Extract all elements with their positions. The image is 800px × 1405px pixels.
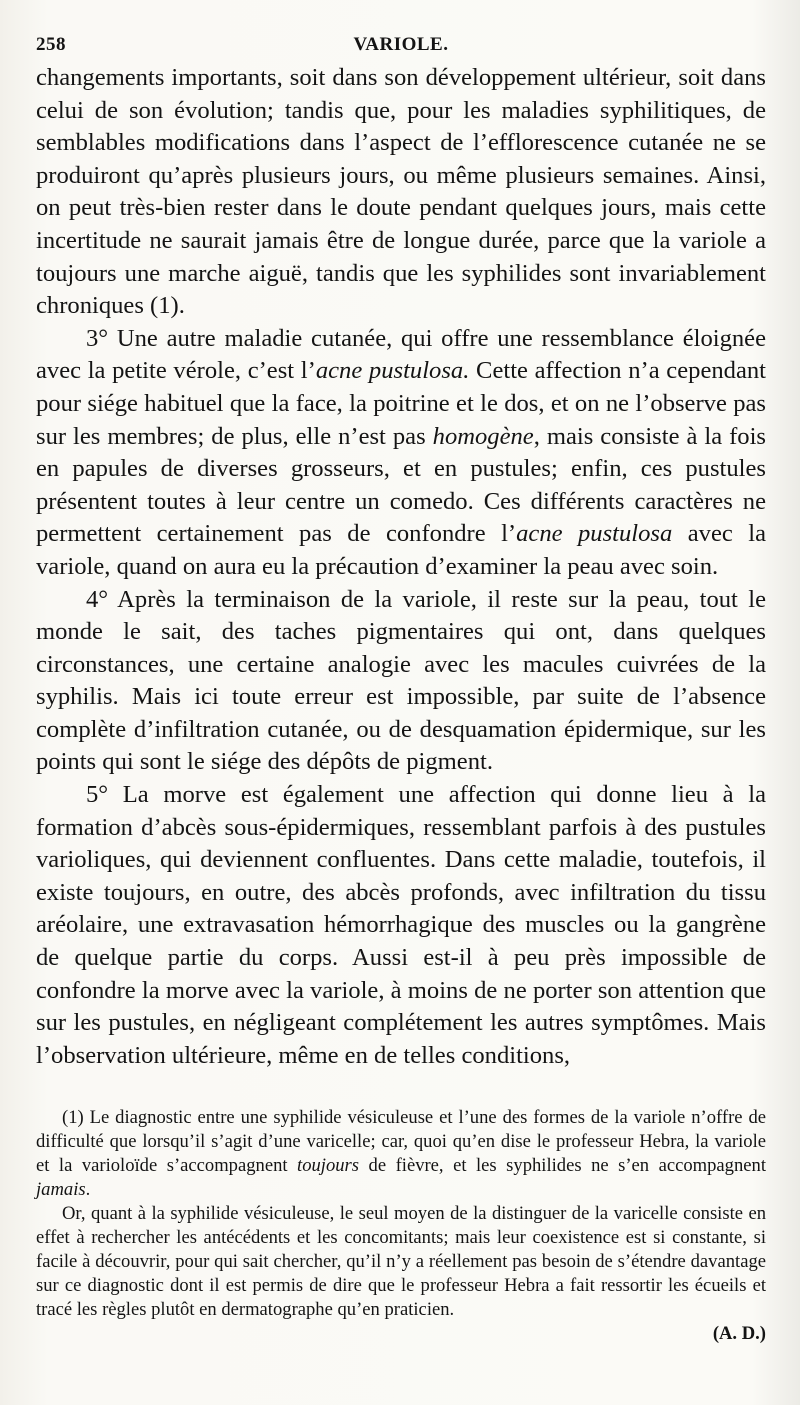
paragraph-4: 4° Après la terminaison de la variole, il reste sur la peau, tout le monde le sait, des taches pigmentaires qui ont, dans quelques circonstances, une certaine analogie avec les macules cuivrées de la syphilis. Mais ici toute erreur est impossible, par suite de l’absence complète d’infiltration cutanée, ou de desquamation épidermique, sur les points qui sont le siége des dépôts de pigment.: [36, 585, 766, 776]
footnote-1-text-a: (1) Le diagnostic entre une syphilide vésiculeuse et l’une des formes de la variole n’offre de difficulté que lorsqu’il s’agit d’une varicelle; car, quoi qu’en dise le professeur Hebra, la variole et la varioloïde s’accompagnent: [36, 1107, 766, 1177]
term-jamais: jamais: [36, 1179, 86, 1201]
paragraph-3-text-a: 3° Une autre maladie cutanée, qui offre une ressemblance éloignée avec la petite vérole, c’est l’: [36, 324, 766, 385]
paragraph-3-text-c: Cette affection n’a cependant pour siége habituel que la face, la poitrine et le dos, et on ne l’observe pas sur les membres; de plus, elle n’est pas: [36, 357, 766, 450]
paragraph-3: [36, 323, 766, 584]
paragraph-3-text-g: avec la variole, quand on aura eu la précaution d’examiner la peau avec soin.: [36, 520, 766, 580]
running-head: [36, 26, 766, 62]
footnote-1-continued: Or, quant à la syphilide vésiculeuse, le seul moyen de la distinguer de la varicelle consiste en effet à rechercher les antécédents et les concomitants; mais leur coexistence est si constante, si facile à découvrir, pour qui sait chercher, qu’il n’y a réellement pas besoin de s’étendre davantage sur ce diagnostic dont il est permis de dire que le professeur Hebra a fait ressortir les écueils et tracé les règles plutôt en dermatographe qu’en praticien.: [36, 1203, 766, 1321]
main-text: [36, 62, 766, 1072]
paragraph-5: 5° La morve est également une affection qui donne lieu à la formation d’abcès sous-épidermiques, ressemblant parfois à des pustules varioliques, qui deviennent confluentes. Dans cette maladie, toutefois, il existe toujours, en outre, des abcès profonds, avec infiltration du tissu aréolaire, une extravasation hémorrhagique des muscles ou la gangrène de quelque partie du corps. Aussi est-il à peu près impossible de confondre la morve avec la variole, à moins de ne porter son attention que sur les pustules, en négligeant complétement les autres symptômes. Mais l’observation ultérieure, même en de telles conditions,: [36, 781, 766, 1069]
running-title: VARIOLE.: [353, 34, 449, 55]
term-homogene: homogène: [432, 422, 534, 450]
footnote-1-text-e: .: [85, 1179, 91, 1201]
paragraph-continued: changements importants, soit dans son développement ultérieur, soit dans celui de son évolution; tandis que, pour les maladies syphilitiques, de semblables modifications dans l’aspect de l’efflorescence cutanée ne se produiront qu’après plusieurs jours, ou même plusieurs semaines. Ainsi, on peut très-bien rester dans le doute pendant quelques jours, mais cette incertitude ne saurait jamais être de longue durée, parce que la variole a toujours une marche aiguë, tandis que les syphilides sont invariablement chroniques (1).: [36, 64, 766, 320]
footnotes: [36, 1106, 766, 1346]
footnote-1-text-c: de fièvre, et les syphilides ne s’en accompagnent: [359, 1155, 766, 1177]
footnote-1: [36, 1106, 766, 1202]
term-acne-pustulosa-2: acne pustulosa: [516, 520, 673, 548]
term-toujours: toujours: [297, 1155, 360, 1177]
footnote-signature: (A. D.): [712, 1323, 766, 1345]
page-number: 258: [36, 34, 66, 55]
term-acne-pustulosa: acne pustulosa.: [315, 357, 470, 385]
paragraph-3-text-e: , mais consiste à la fois en papules de diverses grosseurs, et en pustules; enfin, ces pustules présentent toutes à leur centre un comedo. Ces différents caractères ne permettent certainement pas de confondre l’: [36, 422, 766, 548]
